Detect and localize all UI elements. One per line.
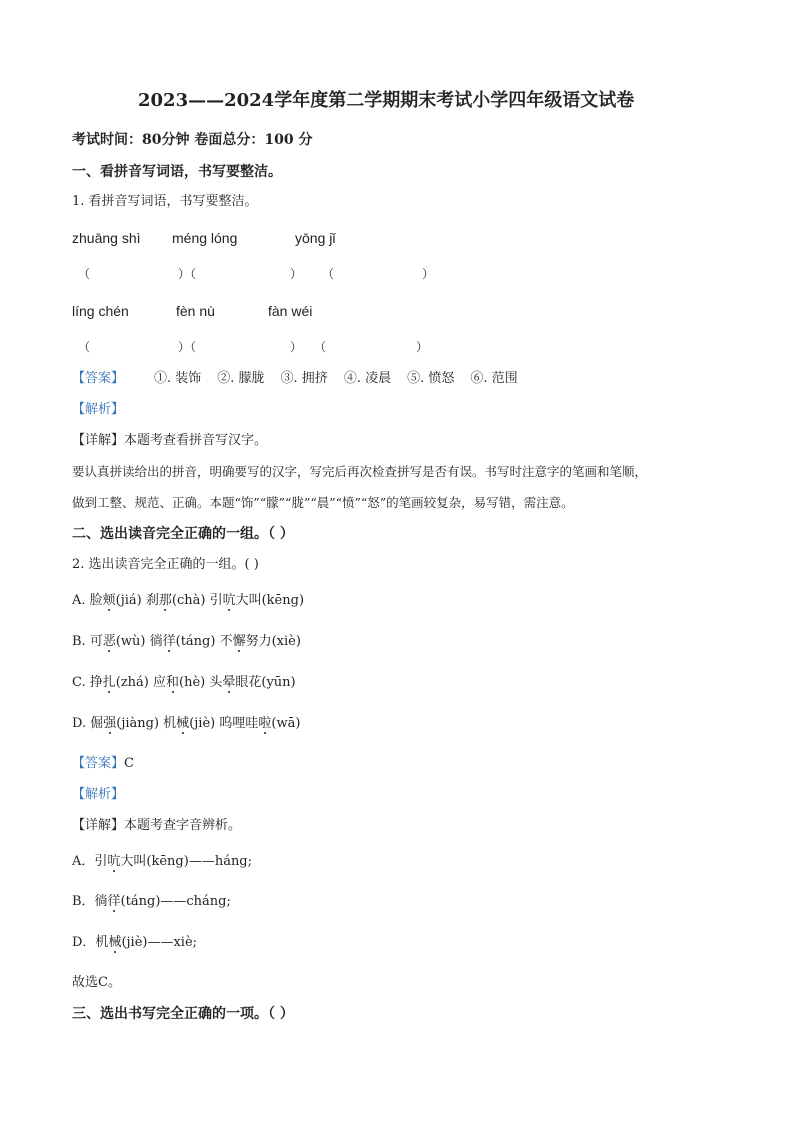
answer-item: ①. 装饰 <box>154 371 202 386</box>
text-part: (jiàng) 机 <box>116 716 177 731</box>
page-title: 2023——2024学年度第二学期期末考试小学四年级语文试卷 <box>138 90 635 111</box>
answer-blank-2-close: ） <box>290 267 303 281</box>
detail-1: 【详解】本题考查看拼音写汉字。 <box>72 433 268 448</box>
marked-char: 徉 <box>162 634 176 649</box>
explanation-line-1: 要认真拼读给出的拼音，明确要写的汉字，写完后再次检查拼写是否有误。书写时注意字的笔画和笔顺， <box>72 464 648 479</box>
marked-char: 晕 <box>222 675 236 690</box>
answer-blank-3[interactable]: （ <box>322 267 335 281</box>
pinyin-3: yōng jǐ <box>295 230 336 246</box>
answer-row-2 <box>72 755 134 773</box>
option-b[interactable] <box>72 633 301 651</box>
explanation-a <box>72 853 252 871</box>
text-part: (jiè)——xiè; <box>121 935 198 950</box>
text-part: B. 可 <box>72 634 103 649</box>
option-c[interactable] <box>72 674 296 692</box>
text-part: (wā) <box>271 716 301 731</box>
section-3-heading: 三、选出书写完全正确的一项。（ ） <box>72 1006 294 1022</box>
answer-blank-1[interactable]: （ <box>78 267 91 281</box>
marked-char: 那 <box>158 593 172 608</box>
answer-blank-6[interactable]: （ <box>314 340 327 354</box>
marked-char: 械 <box>176 716 190 731</box>
answer-value: C <box>124 756 134 771</box>
text-part: D．机 <box>72 935 109 950</box>
analysis-label: 【解析】 <box>72 402 125 417</box>
explanation-b <box>72 893 231 911</box>
text-part: A. 脸 <box>72 593 103 608</box>
marked-char: 吭 <box>107 854 121 869</box>
text-part: 眼花(yūn) <box>235 675 296 690</box>
option-d[interactable] <box>72 715 300 733</box>
question-2: 2. 选出读音完全正确的一组。( ) <box>72 557 259 572</box>
text-part: (chà) 引 <box>171 593 223 608</box>
answer-label: 【答案】 <box>72 756 125 771</box>
answer-blank-3-close: ） <box>422 267 435 281</box>
text-part: 大叫(kēng) <box>235 593 305 608</box>
marked-char: 恶 <box>102 634 116 649</box>
text-part: (zhá) 应 <box>115 675 167 690</box>
explanation-d <box>72 934 197 952</box>
answer-item: ⑤. 愤怒 <box>407 371 455 386</box>
section-2-heading: 二、选出读音完全正确的一组。（ ） <box>72 526 294 542</box>
pinyin-1: zhuāng shì <box>72 230 141 246</box>
text-part: D. 倔 <box>72 716 104 731</box>
option-a[interactable] <box>72 592 304 610</box>
marked-char: 和 <box>166 675 180 690</box>
marked-char: 扎 <box>102 675 116 690</box>
text-part: 努力(xiè) <box>245 634 301 649</box>
answer-item: ③. 拥挤 <box>280 371 328 386</box>
text-part: A．引 <box>72 854 108 869</box>
text-part: (jiá) 刹 <box>115 593 159 608</box>
exam-info: 考试时间：80分钟 卷面总分：100 分 <box>72 132 313 148</box>
explanation-line-2: 做到工整、规范、正确。本题“饰”“朦”“胧”“晨”“愤”“怒”的笔画较复杂，易写错，需注意。 <box>72 495 574 510</box>
pinyin-4: líng chén <box>72 303 129 319</box>
answer-blank-1-close: ）（ <box>178 267 197 281</box>
analysis-label: 【解析】 <box>72 787 125 802</box>
answer-item: ②. 朦胧 <box>217 371 265 386</box>
detail-2: 【详解】本题考查字音辨析。 <box>72 818 242 833</box>
text-part: (táng) 不 <box>175 634 233 649</box>
answer-label: 【答案】 <box>72 371 125 386</box>
section-1-heading: 一、看拼音写词语，书写要整洁。 <box>72 164 282 180</box>
text-part: 大叫(kēng)——háng; <box>120 854 253 869</box>
marked-char: 啦 <box>258 716 272 731</box>
marked-char: 颊 <box>102 593 116 608</box>
answer-row-1 <box>72 370 534 388</box>
text-part: (jiè) 呜哩哇 <box>189 716 259 731</box>
pinyin-5: fèn nù <box>176 303 215 319</box>
question-1: 1. 看拼音写词语，书写要整洁。 <box>72 194 258 209</box>
answer-blank-4[interactable]: （ <box>78 340 91 354</box>
pinyin-6: fàn wéi <box>268 303 313 319</box>
marked-char: 吭 <box>222 593 236 608</box>
text-part: C. 挣 <box>72 675 103 690</box>
conclusion: 故选C。 <box>72 975 121 990</box>
marked-char: 徉 <box>107 894 121 909</box>
text-part: B．徜 <box>72 894 108 909</box>
marked-char: 强 <box>103 716 117 731</box>
marked-char: 械 <box>108 935 122 950</box>
text-part: (táng)——cháng; <box>120 894 231 909</box>
answer-blank-4-close: ）（ <box>178 340 197 354</box>
answer-blank-5-close: ） <box>290 340 303 354</box>
answer-item: ⑥. 范围 <box>470 371 518 386</box>
answer-item: ④. 凌晨 <box>343 371 392 386</box>
marked-char: 懈 <box>232 634 246 649</box>
answer-blank-6-close: ） <box>416 340 429 354</box>
pinyin-2: méng lóng <box>172 230 238 246</box>
text-part: (hè) 头 <box>179 675 223 690</box>
text-part: (wù) 徜 <box>115 634 163 649</box>
